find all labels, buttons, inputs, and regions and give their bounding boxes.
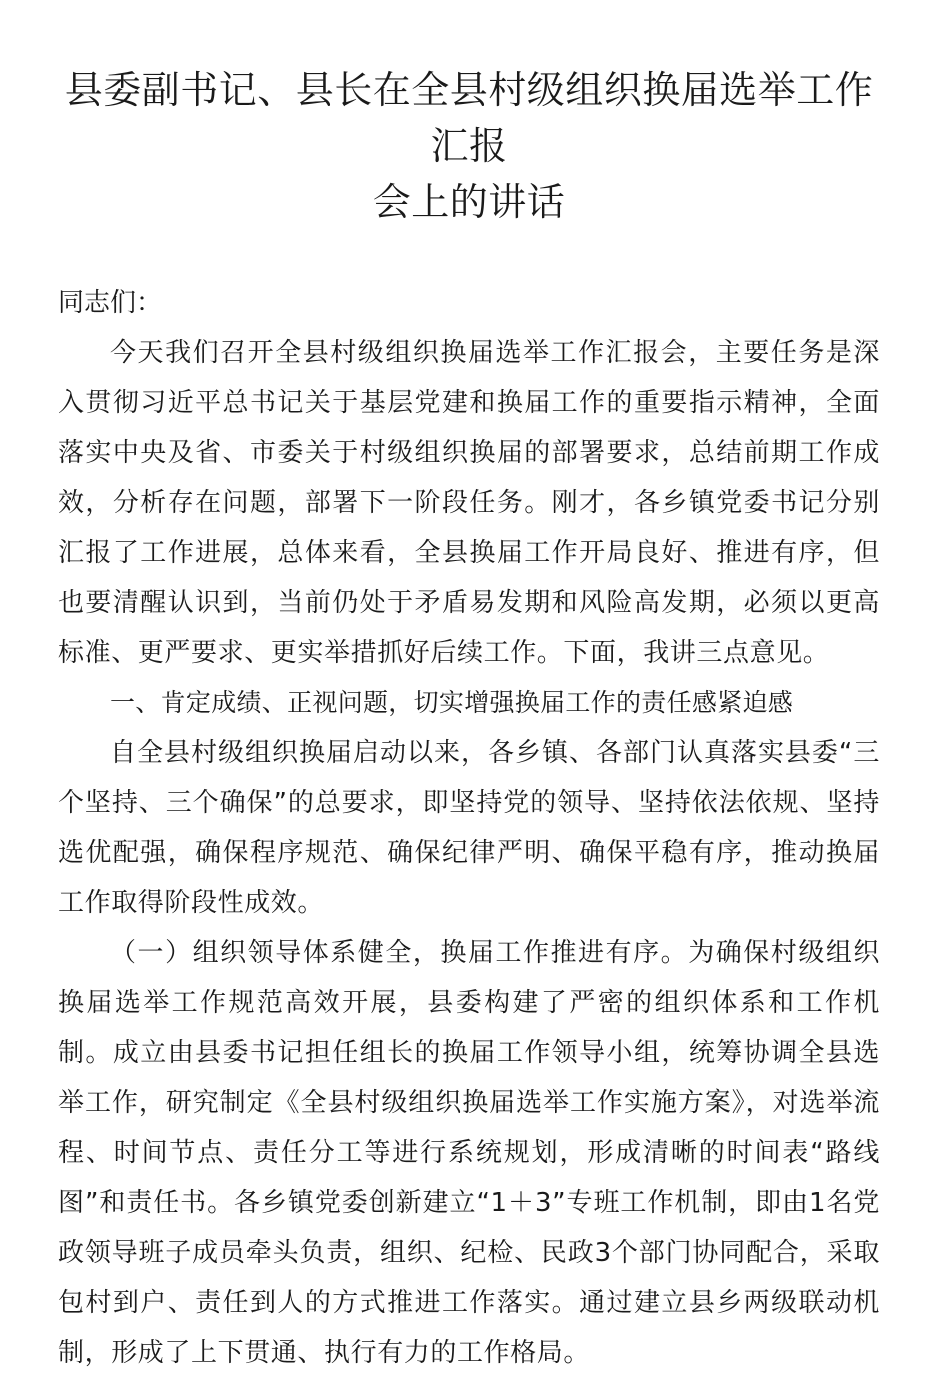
salutation: 同志们： — [58, 288, 163, 318]
paragraph-opening: 今天我们召开全县村级组织换届选举工作汇报会，主要任务是深入贯彻习近平总书记关于基层党建和换届工作的重要指示精神，全面落实中央及省、市委关于村级组织换届的部署要求，总结前期工作成效，分析存在问题，部署下一阶段任务。刚才，各乡镇党委书记分别汇报了工作进展，总体来看，全县换届工作开局良好、推进有序，但也要清醒认识到，当前仍处于矛盾易发期和风险高发期，必须以更高标准、更严要求、更实举措抓好后续工作。下面，我讲三点意见。 — [58, 338, 880, 668]
document-title — [58, 62, 880, 230]
section-heading-1: 一、肯定成绩、正视问题，切实增强换届工作的责任感紧迫感 — [110, 688, 794, 717]
paragraph-subsection-1: （一）组织领导体系健全，换届工作推进有序。为确保村级组织换届选举工作规范高效开展，县委构建了严密的组织体系和工作机制。成立由县委书记担任组长的换届工作领导小组，统筹协调全县选举工作，研究制定《全县村级组织换届选举工作实施方案》，对选举流程、时间节点、责任分工等进行系统规划，形成清晰的时间表“路线图”和责任书。各乡镇党委创新建立“1＋3”专班工作机制，即由1名党政领导班子成员牵头负责，组织、纪检、民政3个部门协同配合，采取包村到户、责任到人的方式推进工作落实。通过建立县乡两级联动机制，形成了上下贯通、执行有力的工作格局。 — [58, 938, 880, 1368]
title-line-2: 会上的讲话 — [372, 180, 566, 224]
title-line-1: 县委副书记、县长在全县村级组织换届选举工作汇报 — [64, 68, 874, 168]
document-page — [58, 62, 880, 1378]
paragraph-achievements: 自全县村级组织换届启动以来，各乡镇、各部门认真落实县委“三个坚持、三个确保”的总要求，即坚持党的领导、坚持依法依规、坚持选优配强，确保程序规范、确保纪律严明、确保平稳有序，推动换届工作取得阶段性成效。 — [58, 738, 880, 918]
